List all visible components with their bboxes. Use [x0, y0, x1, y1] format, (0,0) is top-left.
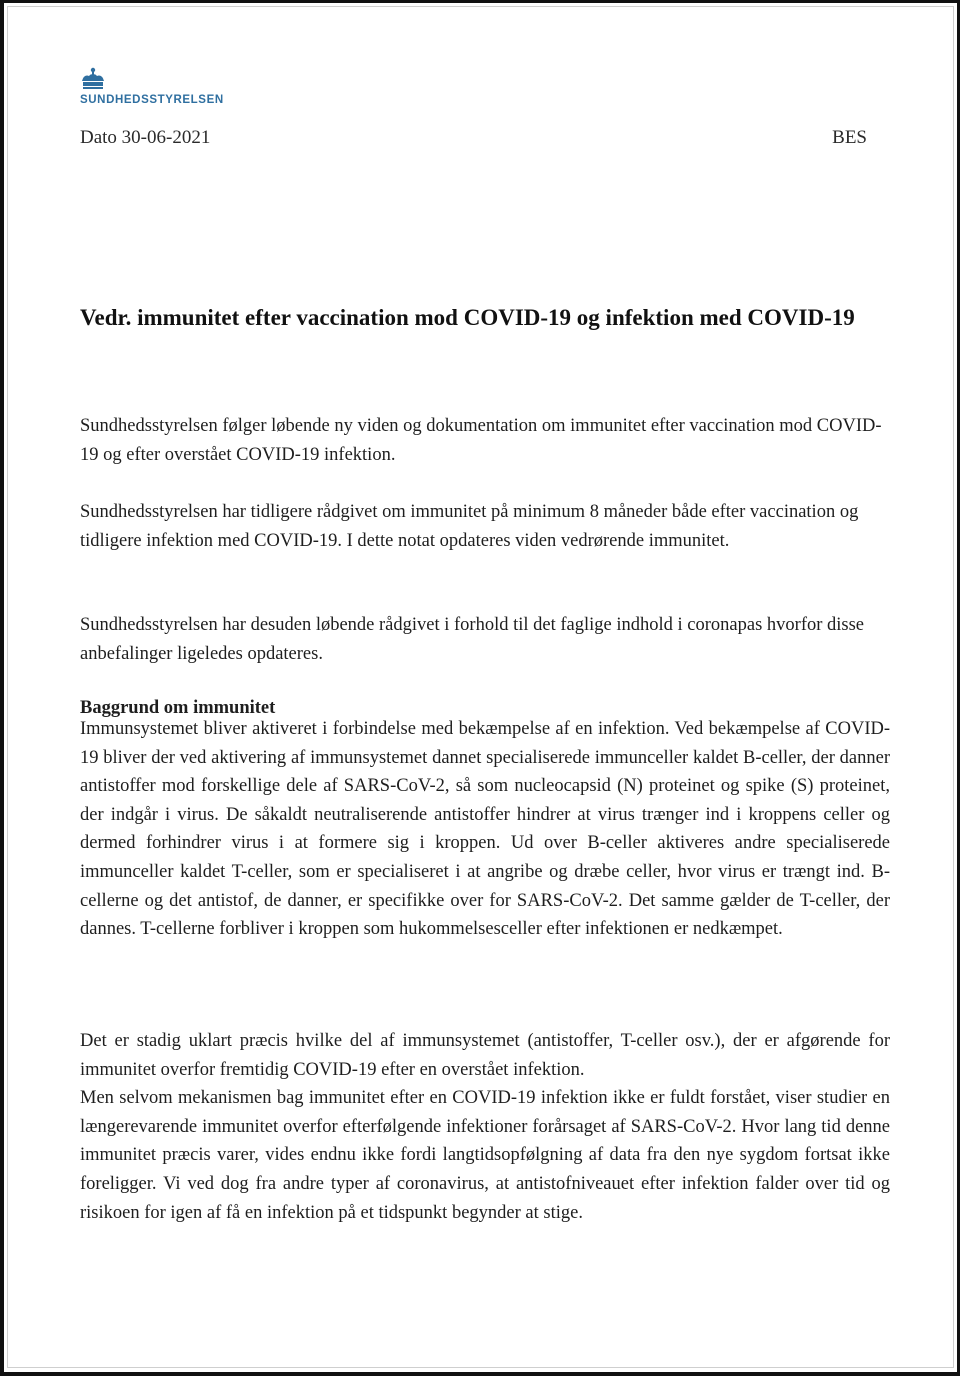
paragraph-previous-advice: Sundhedsstyrelsen har tidligere rådgivet om immunitet på minimum 8 måneder både efter vaccination og tidligere infektion med COVID-19. I dette notat opdateres viden vedrørende immunitet. [80, 502, 859, 551]
crown-icon [80, 67, 106, 91]
paragraph-immune-system: Immunsystemet bliver aktiveret i forbindelse med bekæmpelse af en infektion. Ved bekæmpelse af COVID-19 bliver der ved aktivering af immunsystemet dannet specialiserede immunceller kaldet B-celler, der danner antistoffer mod forskellige dele af SARS-CoV-2, så som nucleocapsid (N) proteinet og spike (S) proteinet, der indgår i virus. De såkaldt neutraliserende antistoffer hindrer at virus trænger ind i kroppens celler og dermed forhindrer virus i at formere sig i kroppen. Ud over B-celler aktiveres andre specialiserede immunceller kaldet T-celler, som er specialiseret i at angribe og dræbe celler, hvor virus er trængt ind. B-cellerne og det antistof, de danner, er specifikke over for SARS-CoV-2. Det samme gælder de T-celler, der dannes. T-cellerne forbliver i kroppen som hukommelsesceller efter infektionen er nedkæmpet. [80, 719, 890, 940]
agency-logo [80, 67, 224, 106]
document-meta [80, 127, 867, 149]
section-heading: Baggrund om immunitet [80, 698, 276, 718]
document-date: Dato 30-06-2021 [80, 127, 211, 148]
author-initials: BES [832, 127, 867, 148]
paragraph-intro: Sundhedsstyrelsen følger løbende ny viden og dokumentation om immunitet efter vaccination mod COVID-19 og efter overstået COVID-19 infektion. [80, 416, 882, 465]
agency-name: SUNDHEDSSTYRELSEN [80, 94, 224, 106]
document-title: Vedr. immunitet efter vaccination mod COVID-19 og infektion med COVID-19 [80, 305, 855, 330]
paragraph-coronapas: Sundhedsstyrelsen har desuden løbende rådgivet i forhold til det faglige indhold i coronapas hvorfor disse anbefalinger ligeledes opdateres. [80, 615, 865, 664]
paragraph-immunity-duration: Det er stadig uklart præcis hvilke del af immunsystemet (antistoffer, T-celler osv.), der er afgørende for immunitet overfor fremtidig COVID-19 efter en overstået infektion. Men selvom mekanismen bag immunitet efter en COVID-19 infektion ikke er fuldt forstået, viser studier en længerevarende immunitet overfor efterfølgende infektioner forårsaget af SARS-CoV-2. Hvor lang tid denne immunitet præcis varer, vides endnu ikke fordi langtidsopfølgning af data fra den nye sygdom fortsat ikke foreligger. Vi ved dog fra andre typer af coronavirus, at antistofniveauet efter infektion falder over tid og risikoen for igen af få en infektion på et tidspunkt begynder at stige. [80, 1031, 890, 1223]
